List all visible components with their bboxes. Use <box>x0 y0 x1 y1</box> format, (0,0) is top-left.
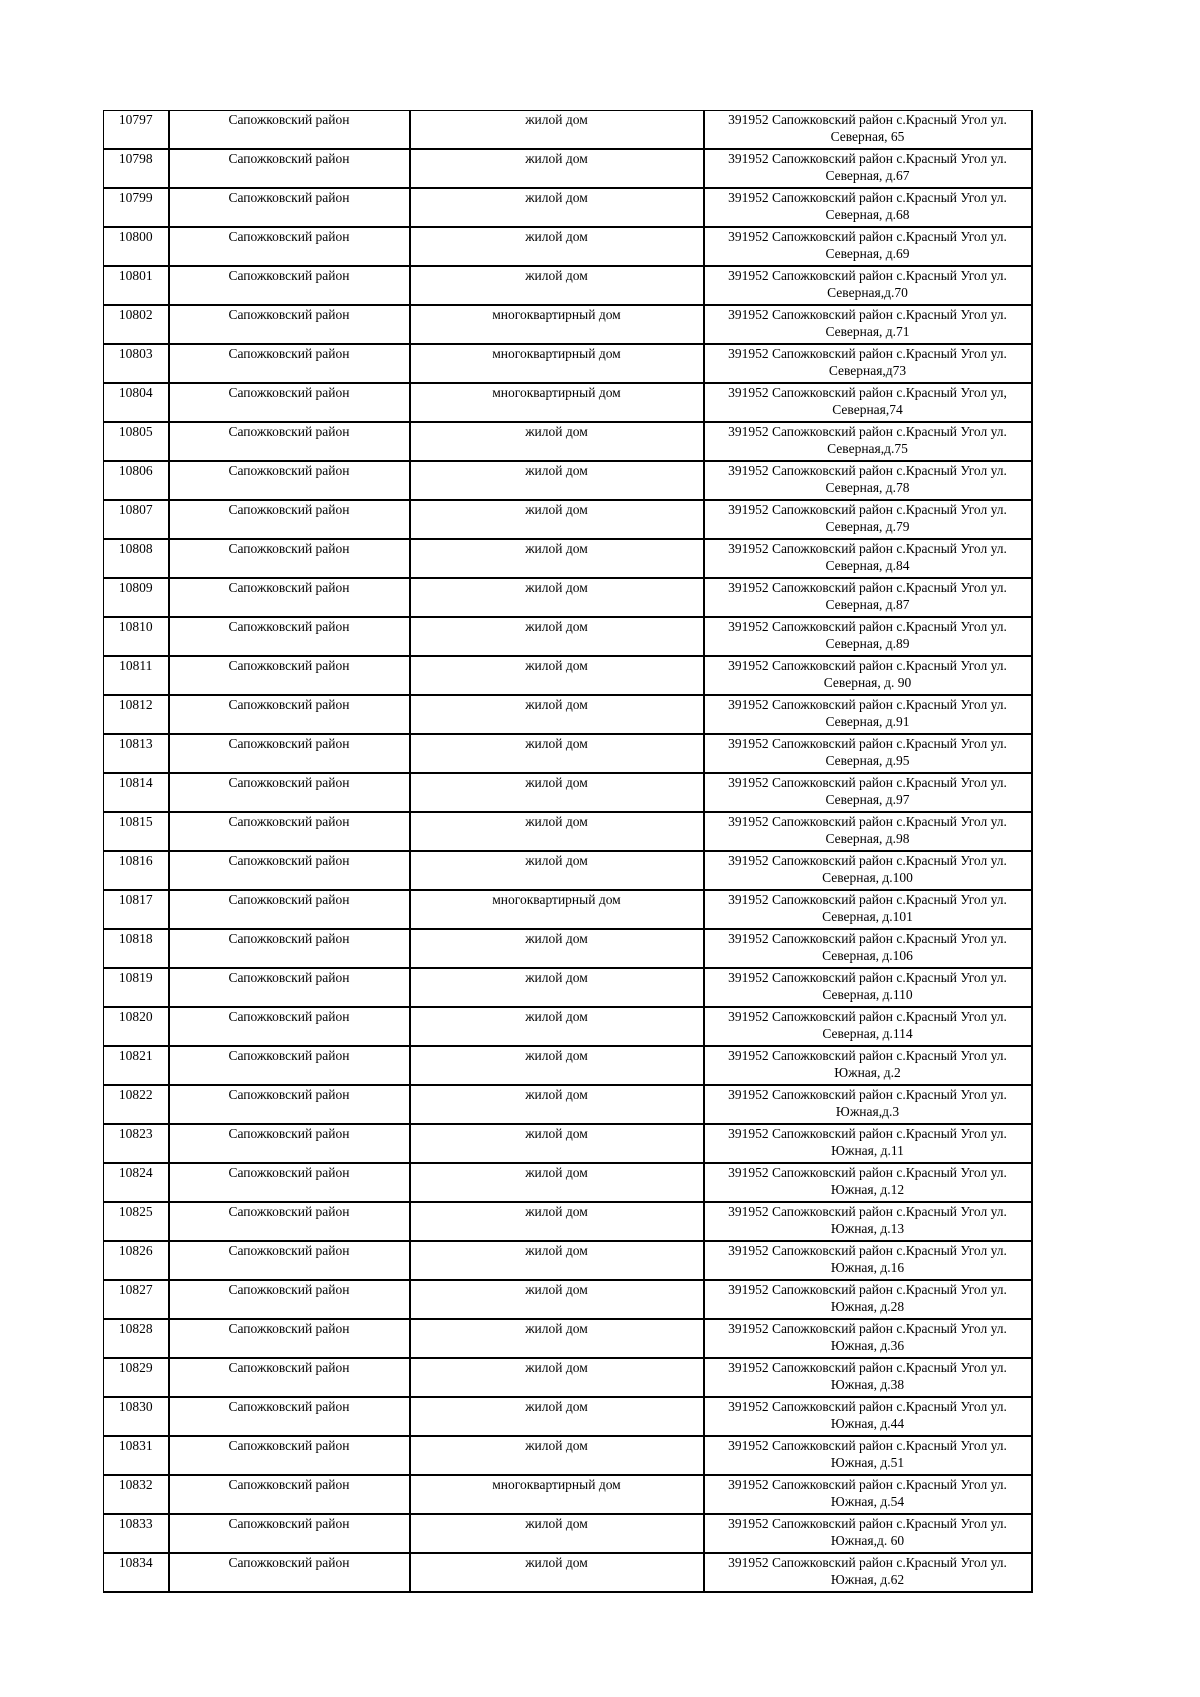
district-cell: Сапожковский район <box>169 539 410 578</box>
address-line-1: 391952 Сапожковский район с.Красный Угол ул. <box>728 1009 1007 1024</box>
address-cell <box>704 305 1032 344</box>
row-number-cell: 10805 <box>104 422 169 461</box>
table-row <box>104 773 1032 812</box>
address-cell <box>704 1046 1032 1085</box>
address-line-1: 391952 Сапожковский район с.Красный Угол ул. <box>728 1243 1007 1258</box>
row-number-cell: 10827 <box>104 1280 169 1319</box>
row-number-cell: 10826 <box>104 1241 169 1280</box>
row-number-cell: 10804 <box>104 383 169 422</box>
building-type-cell: жилой дом <box>410 1436 704 1475</box>
address-line-1: 391952 Сапожковский район с.Красный Угол ул. <box>728 970 1007 985</box>
district-cell: Сапожковский район <box>169 656 410 695</box>
address-cell <box>704 656 1032 695</box>
address-line-2: Северная, д.79 <box>825 519 910 534</box>
building-type-cell: жилой дом <box>410 1202 704 1241</box>
district-cell: Сапожковский район <box>169 422 410 461</box>
address-line-2: Северная, д.100 <box>822 870 913 885</box>
building-type-cell: жилой дом <box>410 851 704 890</box>
row-number-cell: 10799 <box>104 188 169 227</box>
row-number-cell: 10818 <box>104 929 169 968</box>
table-row <box>104 1553 1032 1592</box>
address-cell <box>704 111 1032 150</box>
address-line-2: Северная, д.106 <box>822 948 913 963</box>
row-number-cell: 10810 <box>104 617 169 656</box>
table-row <box>104 111 1032 150</box>
address-line-2: Северная, д.68 <box>825 207 910 222</box>
address-line-2: Северная, 65 <box>830 129 905 144</box>
address-cell <box>704 968 1032 1007</box>
address-cell <box>704 383 1032 422</box>
address-line-1: 391952 Сапожковский район с.Красный Угол ул. <box>728 1204 1007 1219</box>
district-cell: Сапожковский район <box>169 383 410 422</box>
building-type-cell: жилой дом <box>410 1319 704 1358</box>
row-number-cell: 10828 <box>104 1319 169 1358</box>
address-line-2: Северная, д.89 <box>825 636 910 651</box>
row-number-cell: 10803 <box>104 344 169 383</box>
district-cell: Сапожковский район <box>169 1007 410 1046</box>
building-type-cell: жилой дом <box>410 1007 704 1046</box>
row-number-cell: 10824 <box>104 1163 169 1202</box>
building-type-cell: жилой дом <box>410 149 704 188</box>
building-type-cell: жилой дом <box>410 695 704 734</box>
address-line-2: Южная, д.16 <box>830 1260 905 1275</box>
address-cell <box>704 1514 1032 1553</box>
address-line-1: 391952 Сапожковский район с.Красный Угол ул. <box>728 619 1007 634</box>
address-line-2: Северная, д.87 <box>825 597 910 612</box>
address-line-2: Южная, д.13 <box>830 1221 905 1236</box>
row-number-cell: 10817 <box>104 890 169 929</box>
address-line-1: 391952 Сапожковский район с.Красный Угол ул. <box>728 1477 1007 1492</box>
building-type-cell: жилой дом <box>410 656 704 695</box>
building-type-cell: многоквартирный дом <box>410 1475 704 1514</box>
table-row <box>104 656 1032 695</box>
table-body <box>104 111 1032 1593</box>
table-row <box>104 1514 1032 1553</box>
row-number-cell: 10819 <box>104 968 169 1007</box>
address-line-2: Северная, д.97 <box>825 792 910 807</box>
building-type-cell: жилой дом <box>410 734 704 773</box>
district-cell: Сапожковский район <box>169 968 410 1007</box>
address-line-1: 391952 Сапожковский район с.Красный Угол ул. <box>728 1282 1007 1297</box>
address-line-1: 391952 Сапожковский район с.Красный Угол ул. <box>728 1087 1007 1102</box>
district-cell: Сапожковский район <box>169 344 410 383</box>
address-line-1: 391952 Сапожковский район с.Красный Угол ул. <box>728 580 1007 595</box>
row-number-cell: 10806 <box>104 461 169 500</box>
table-row <box>104 1358 1032 1397</box>
table-row <box>104 344 1032 383</box>
building-type-cell: жилой дом <box>410 1397 704 1436</box>
building-type-cell: жилой дом <box>410 1163 704 1202</box>
address-cell <box>704 695 1032 734</box>
address-cell <box>704 851 1032 890</box>
address-cell <box>704 227 1032 266</box>
address-line-1: 391952 Сапожковский район с.Красный Угол ул. <box>728 424 1007 439</box>
district-cell: Сапожковский район <box>169 227 410 266</box>
building-type-cell: жилой дом <box>410 617 704 656</box>
district-cell: Сапожковский район <box>169 1280 410 1319</box>
address-line-2: Северная, д.101 <box>822 909 913 924</box>
row-number-cell: 10831 <box>104 1436 169 1475</box>
address-cell <box>704 1397 1032 1436</box>
address-line-2: Северная,д73 <box>828 363 907 378</box>
address-line-2: Северная, д.71 <box>825 324 910 339</box>
district-cell: Сапожковский район <box>169 1514 410 1553</box>
district-cell: Сапожковский район <box>169 305 410 344</box>
address-line-2: Южная, д.54 <box>830 1494 905 1509</box>
address-line-1: 391952 Сапожковский район с.Красный Угол ул. <box>728 307 1007 322</box>
address-line-1: 391952 Сапожковский район с.Красный Угол ул. <box>728 1165 1007 1180</box>
address-registry-table <box>103 110 1033 1593</box>
address-line-2: Южная, д.11 <box>831 1143 904 1158</box>
building-type-cell: жилой дом <box>410 461 704 500</box>
address-cell <box>704 1436 1032 1475</box>
address-line-2: Северная,д.70 <box>827 285 908 300</box>
address-line-1: 391952 Сапожковский район с.Красный Угол ул. <box>728 658 1007 673</box>
district-cell: Сапожковский район <box>169 1046 410 1085</box>
table-row <box>104 617 1032 656</box>
address-line-1: 391952 Сапожковский район с.Красный Угол ул. <box>728 502 1007 517</box>
address-line-1: 391952 Сапожковский район с.Красный Угол ул. <box>728 853 1007 868</box>
district-cell: Сапожковский район <box>169 890 410 929</box>
district-cell: Сапожковский район <box>169 695 410 734</box>
address-cell <box>704 890 1032 929</box>
table-row <box>104 1202 1032 1241</box>
table-row <box>104 734 1032 773</box>
row-number-cell: 10812 <box>104 695 169 734</box>
district-cell: Сапожковский район <box>169 773 410 812</box>
building-type-cell: многоквартирный дом <box>410 890 704 929</box>
district-cell: Сапожковский район <box>169 1436 410 1475</box>
table-row <box>104 461 1032 500</box>
building-type-cell: жилой дом <box>410 1124 704 1163</box>
district-cell: Сапожковский район <box>169 1085 410 1124</box>
address-cell <box>704 266 1032 305</box>
district-cell: Сапожковский район <box>169 1358 410 1397</box>
address-line-2: Северная, д.98 <box>825 831 910 846</box>
building-type-cell: жилой дом <box>410 968 704 1007</box>
address-line-1: 391952 Сапожковский район с.Красный Угол ул. <box>728 541 1007 556</box>
address-cell <box>704 1280 1032 1319</box>
table-row <box>104 1436 1032 1475</box>
address-line-1: 391952 Сапожковский район с.Красный Угол ул. <box>728 1360 1007 1375</box>
address-line-2: Южная, д.2 <box>834 1065 901 1080</box>
building-type-cell: жилой дом <box>410 227 704 266</box>
building-type-cell: жилой дом <box>410 1280 704 1319</box>
table-row <box>104 1124 1032 1163</box>
district-cell: Сапожковский район <box>169 578 410 617</box>
address-cell <box>704 149 1032 188</box>
building-type-cell: жилой дом <box>410 1358 704 1397</box>
table-row <box>104 500 1032 539</box>
building-type-cell: жилой дом <box>410 1514 704 1553</box>
table-row <box>104 1319 1032 1358</box>
address-line-1: 391952 Сапожковский район с.Красный Угол ул. <box>728 1438 1007 1453</box>
address-cell <box>704 539 1032 578</box>
address-cell <box>704 578 1032 617</box>
address-line-2: Северная, д.67 <box>825 168 910 183</box>
building-type-cell: жилой дом <box>410 188 704 227</box>
address-cell <box>704 1007 1032 1046</box>
table-row <box>104 578 1032 617</box>
row-number-cell: 10811 <box>104 656 169 695</box>
row-number-cell: 10807 <box>104 500 169 539</box>
address-line-2: Северная, д. 90 <box>823 675 912 690</box>
row-number-cell: 10802 <box>104 305 169 344</box>
row-number-cell: 10822 <box>104 1085 169 1124</box>
table-row <box>104 890 1032 929</box>
table-row <box>104 851 1032 890</box>
building-type-cell: многоквартирный дом <box>410 305 704 344</box>
address-cell <box>704 1124 1032 1163</box>
table-row <box>104 929 1032 968</box>
table-row <box>104 383 1032 422</box>
table-row <box>104 1397 1032 1436</box>
address-line-2: Южная, д.51 <box>830 1455 905 1470</box>
district-cell: Сапожковский район <box>169 617 410 656</box>
table-row <box>104 1163 1032 1202</box>
address-cell <box>704 422 1032 461</box>
row-number-cell: 10816 <box>104 851 169 890</box>
building-type-cell: жилой дом <box>410 773 704 812</box>
address-line-1: 391952 Сапожковский район с.Красный Угол ул. <box>728 229 1007 244</box>
row-number-cell: 10833 <box>104 1514 169 1553</box>
building-type-cell: жилой дом <box>410 1046 704 1085</box>
district-cell: Сапожковский район <box>169 1319 410 1358</box>
table-row <box>104 149 1032 188</box>
district-cell: Сапожковский район <box>169 929 410 968</box>
address-line-1: 391952 Сапожковский район с.Красный Угол ул. <box>728 190 1007 205</box>
row-number-cell: 10808 <box>104 539 169 578</box>
district-cell: Сапожковский район <box>169 1202 410 1241</box>
table-row <box>104 188 1032 227</box>
address-cell <box>704 500 1032 539</box>
address-line-2: Северная, д.114 <box>822 1026 913 1041</box>
row-number-cell: 10801 <box>104 266 169 305</box>
address-cell <box>704 1241 1032 1280</box>
table-row <box>104 695 1032 734</box>
address-cell <box>704 812 1032 851</box>
address-line-2: Северная, д.110 <box>822 987 913 1002</box>
table-row <box>104 266 1032 305</box>
row-number-cell: 10813 <box>104 734 169 773</box>
district-cell: Сапожковский район <box>169 266 410 305</box>
address-line-2: Северная,74 <box>832 402 903 417</box>
address-line-1: 391952 Сапожковский район с.Красный Угол ул. <box>728 1048 1007 1063</box>
address-line-1: 391952 Сапожковский район с.Красный Угол ул. <box>728 463 1007 478</box>
district-cell: Сапожковский район <box>169 149 410 188</box>
address-line-1: 391952 Сапожковский район с.Красный Угол ул. <box>728 736 1007 751</box>
table-row <box>104 1241 1032 1280</box>
row-number-cell: 10825 <box>104 1202 169 1241</box>
address-line-2: Южная, д.12 <box>830 1182 905 1197</box>
address-line-1: 391952 Сапожковский район с.Красный Угол ул. <box>728 775 1007 790</box>
district-cell: Сапожковский район <box>169 111 410 150</box>
address-cell <box>704 461 1032 500</box>
address-line-1: 391952 Сапожковский район с.Красный Угол ул. <box>728 1555 1007 1570</box>
row-number-cell: 10797 <box>104 111 169 150</box>
building-type-cell: жилой дом <box>410 929 704 968</box>
address-cell <box>704 734 1032 773</box>
row-number-cell: 10809 <box>104 578 169 617</box>
table-row <box>104 1280 1032 1319</box>
table-row <box>104 968 1032 1007</box>
building-type-cell: многоквартирный дом <box>410 344 704 383</box>
building-type-cell: жилой дом <box>410 578 704 617</box>
building-type-cell: жилой дом <box>410 500 704 539</box>
table-row <box>104 1475 1032 1514</box>
district-cell: Сапожковский район <box>169 500 410 539</box>
address-line-2: Южная, д.62 <box>830 1572 905 1587</box>
address-cell <box>704 188 1032 227</box>
address-line-2: Южная, д.36 <box>830 1338 905 1353</box>
address-line-2: Северная, д.78 <box>825 480 910 495</box>
address-cell <box>704 617 1032 656</box>
address-line-2: Северная, д.84 <box>825 558 910 573</box>
address-line-2: Южная,д.3 <box>835 1104 900 1119</box>
address-line-1: 391952 Сапожковский район с.Красный Угол ул. <box>728 112 1007 127</box>
table-row <box>104 227 1032 266</box>
address-line-2: Северная, д.91 <box>825 714 910 729</box>
address-line-2: Северная, д.95 <box>825 753 910 768</box>
address-cell <box>704 1163 1032 1202</box>
address-line-1: 391952 Сапожковский район с.Красный Угол ул. <box>728 1321 1007 1336</box>
address-cell <box>704 929 1032 968</box>
row-number-cell: 10829 <box>104 1358 169 1397</box>
address-cell <box>704 1553 1032 1592</box>
district-cell: Сапожковский район <box>169 188 410 227</box>
address-line-1: 391952 Сапожковский район с.Красный Угол ул. <box>728 892 1007 907</box>
table-row <box>104 539 1032 578</box>
table-row <box>104 1085 1032 1124</box>
building-type-cell: жилой дом <box>410 1553 704 1592</box>
building-type-cell: жилой дом <box>410 539 704 578</box>
address-cell <box>704 1358 1032 1397</box>
row-number-cell: 10820 <box>104 1007 169 1046</box>
building-type-cell: многоквартирный дом <box>410 383 704 422</box>
address-line-1: 391952 Сапожковский район с.Красный Угол ул. <box>728 268 1007 283</box>
building-type-cell: жилой дом <box>410 1085 704 1124</box>
table-row <box>104 1046 1032 1085</box>
address-line-2: Южная,д. 60 <box>830 1533 905 1548</box>
address-line-1: 391952 Сапожковский район с.Красный Угол ул. <box>728 1516 1007 1531</box>
table-row <box>104 305 1032 344</box>
address-line-2: Северная, д.69 <box>825 246 910 261</box>
district-cell: Сапожковский район <box>169 1553 410 1592</box>
row-number-cell: 10821 <box>104 1046 169 1085</box>
row-number-cell: 10830 <box>104 1397 169 1436</box>
address-line-2: Северная,д.75 <box>827 441 908 456</box>
row-number-cell: 10798 <box>104 149 169 188</box>
address-line-2: Южная, д.38 <box>830 1377 905 1392</box>
district-cell: Сапожковский район <box>169 461 410 500</box>
address-cell <box>704 344 1032 383</box>
row-number-cell: 10814 <box>104 773 169 812</box>
address-line-1: 391952 Сапожковский район с.Красный Угол ул, <box>728 385 1007 400</box>
row-number-cell: 10823 <box>104 1124 169 1163</box>
district-cell: Сапожковский район <box>169 1241 410 1280</box>
row-number-cell: 10834 <box>104 1553 169 1592</box>
address-cell <box>704 1202 1032 1241</box>
address-cell <box>704 1085 1032 1124</box>
district-cell: Сапожковский район <box>169 812 410 851</box>
building-type-cell: жилой дом <box>410 422 704 461</box>
address-cell <box>704 1319 1032 1358</box>
table-row <box>104 1007 1032 1046</box>
address-cell <box>704 773 1032 812</box>
address-line-1: 391952 Сапожковский район с.Красный Угол ул. <box>728 346 1007 361</box>
district-cell: Сапожковский район <box>169 1397 410 1436</box>
district-cell: Сапожковский район <box>169 1475 410 1514</box>
address-line-1: 391952 Сапожковский район с.Красный Угол ул. <box>728 1126 1007 1141</box>
building-type-cell: жилой дом <box>410 266 704 305</box>
address-line-1: 391952 Сапожковский район с.Красный Угол ул. <box>728 151 1007 166</box>
district-cell: Сапожковский район <box>169 851 410 890</box>
building-type-cell: жилой дом <box>410 1241 704 1280</box>
row-number-cell: 10832 <box>104 1475 169 1514</box>
row-number-cell: 10800 <box>104 227 169 266</box>
address-cell <box>704 1475 1032 1514</box>
address-line-1: 391952 Сапожковский район с.Красный Угол ул. <box>728 931 1007 946</box>
building-type-cell: жилой дом <box>410 812 704 851</box>
district-cell: Сапожковский район <box>169 1163 410 1202</box>
table-row <box>104 422 1032 461</box>
address-line-1: 391952 Сапожковский район с.Красный Угол ул. <box>728 1399 1007 1414</box>
district-cell: Сапожковский район <box>169 734 410 773</box>
address-line-2: Южная, д.44 <box>830 1416 905 1431</box>
building-type-cell: жилой дом <box>410 111 704 150</box>
address-line-1: 391952 Сапожковский район с.Красный Угол ул. <box>728 814 1007 829</box>
address-line-1: 391952 Сапожковский район с.Красный Угол ул. <box>728 697 1007 712</box>
table-row <box>104 812 1032 851</box>
district-cell: Сапожковский район <box>169 1124 410 1163</box>
row-number-cell: 10815 <box>104 812 169 851</box>
address-line-2: Южная, д.28 <box>830 1299 905 1314</box>
